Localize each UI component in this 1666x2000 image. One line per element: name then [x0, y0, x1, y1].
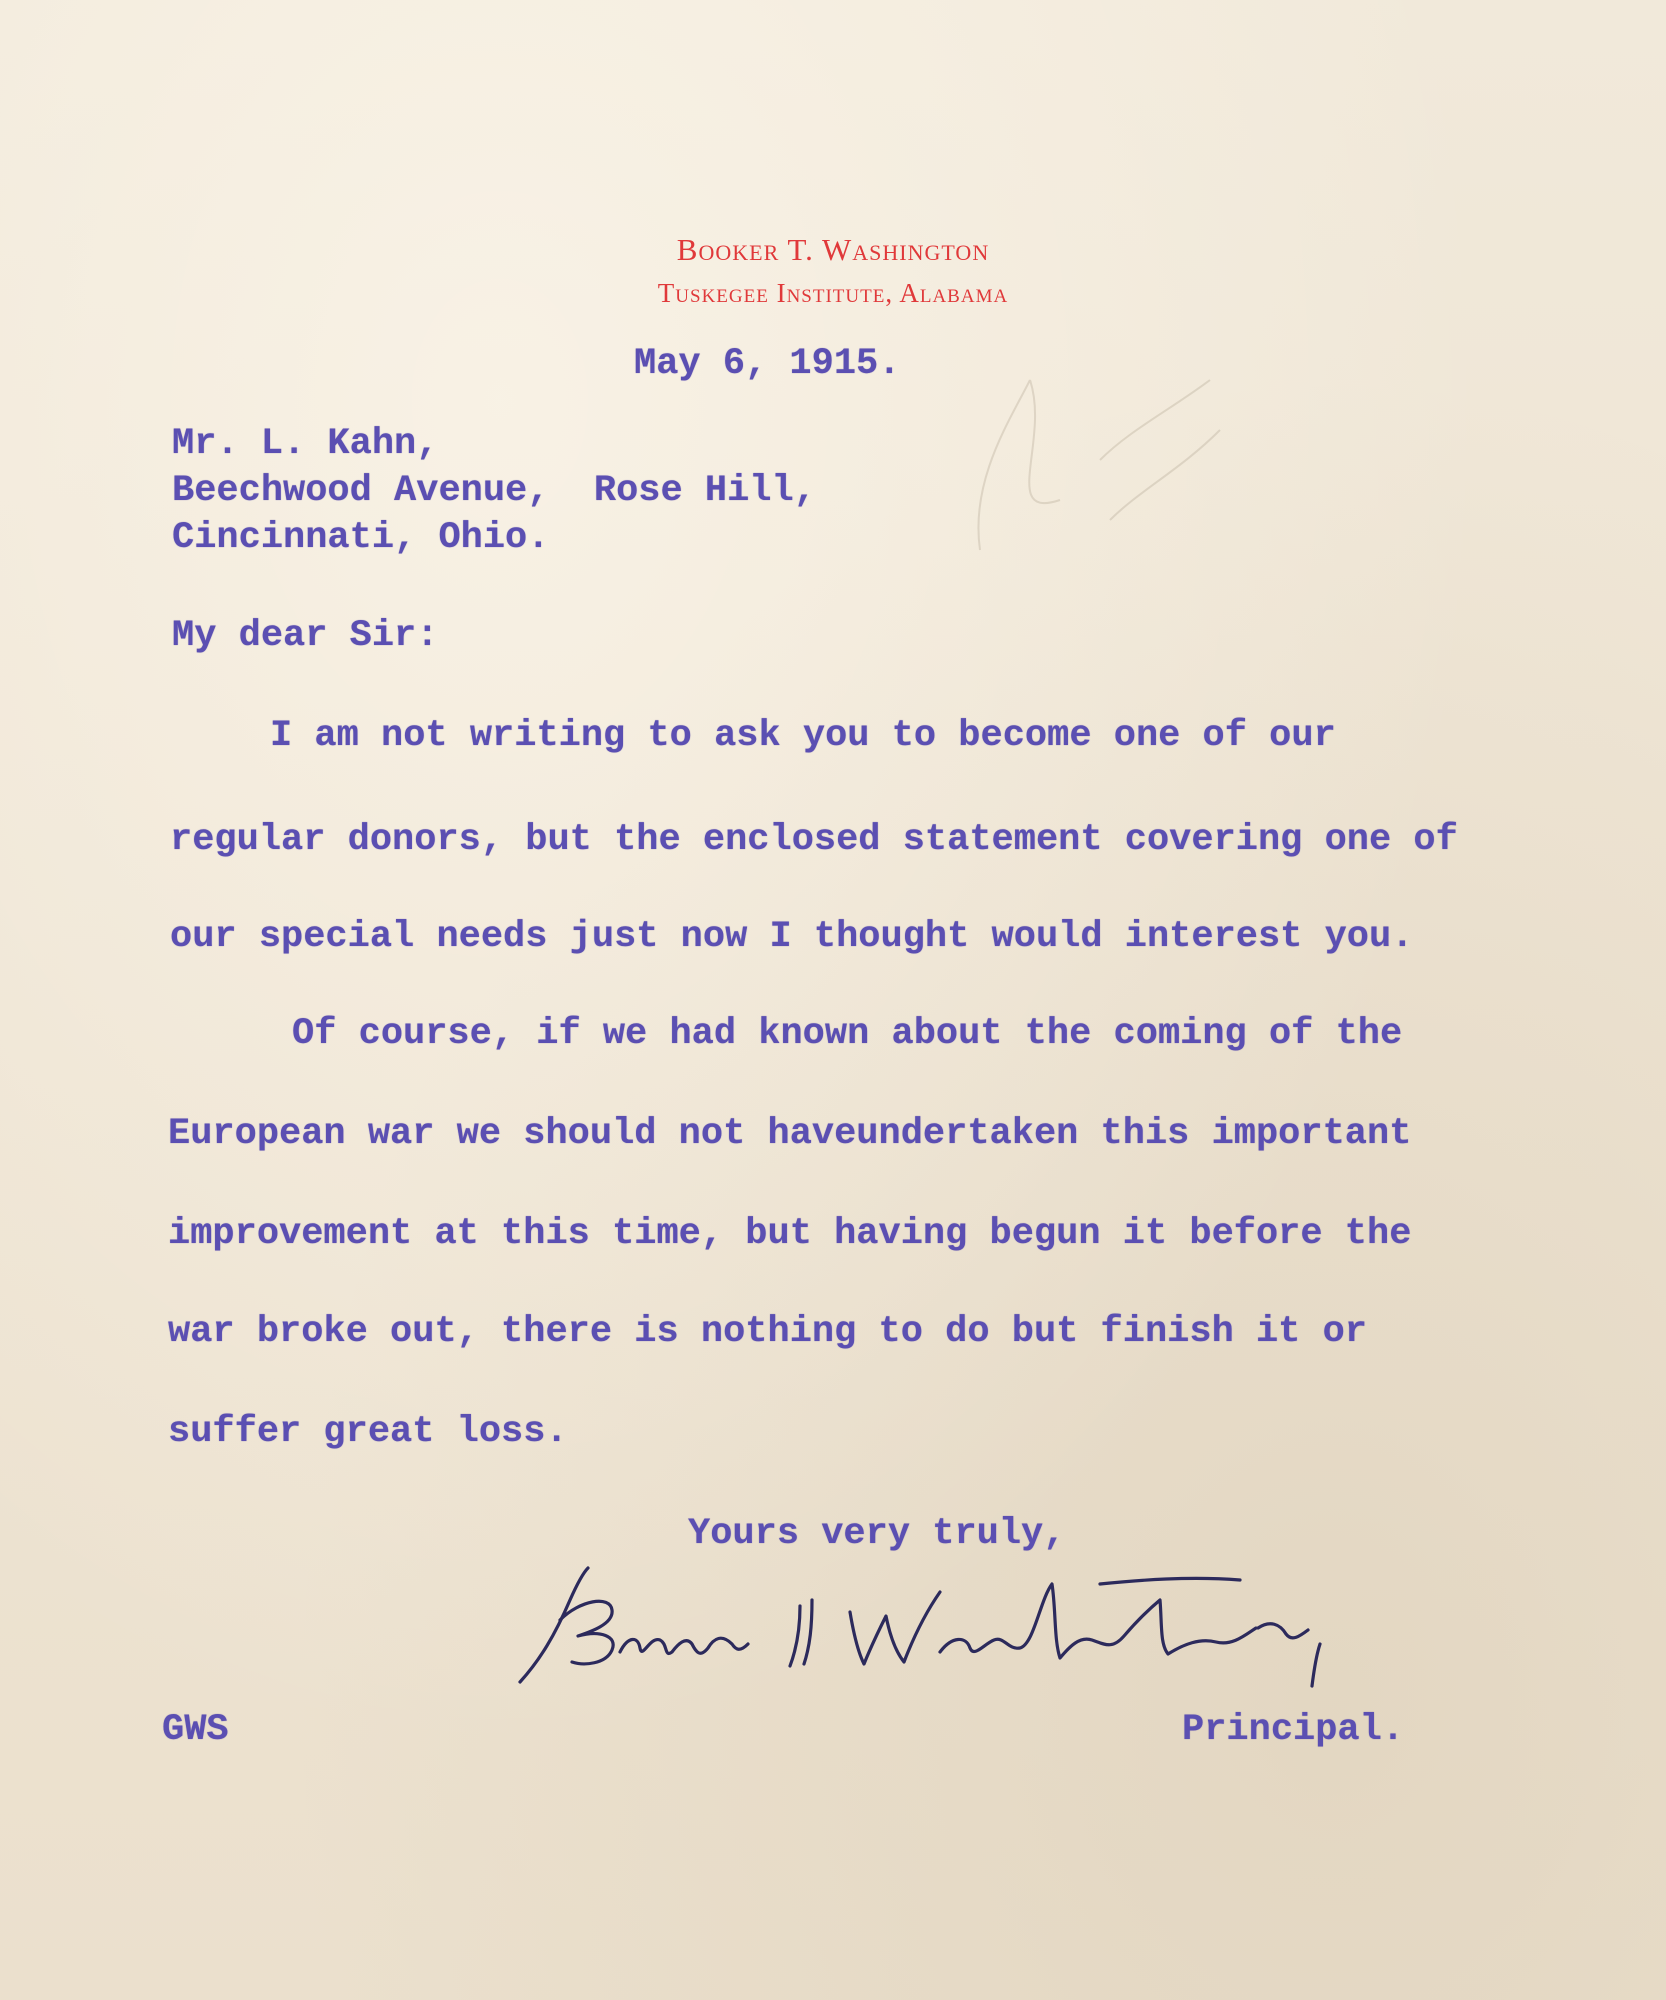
letterhead-place: Tuskegee Institute, Alabama — [657, 278, 1009, 308]
closing: Yours very truly, — [688, 1513, 1066, 1555]
salutation: My dear Sir: — [172, 615, 439, 657]
body-line: European war we should not haveundertaken this important — [168, 1113, 1412, 1155]
letter-date: May 6, 1915. — [634, 343, 901, 385]
body-line: regular donors, but the enclosed statement covering one of — [170, 819, 1458, 861]
body-line: I am not writing to ask you to become one of our — [270, 715, 1336, 757]
letterhead-name: Booker T. Washington — [676, 232, 990, 267]
recipient-line-1: Mr. L. Kahn, — [172, 423, 439, 465]
body-line: suffer great loss. — [168, 1411, 568, 1453]
recipient-line-3: Cincinnati, Ohio. — [172, 517, 550, 559]
body-line: Of course, if we had known about the coming of the — [292, 1013, 1403, 1055]
recipient-line-2: Beechwood Avenue, Rose Hill, — [172, 470, 816, 512]
faint-pencil-mark — [940, 320, 1240, 580]
body-line: war broke out, there is nothing to do but finish it or — [168, 1311, 1367, 1353]
signer-title: Principal. — [1182, 1709, 1405, 1751]
typist-initials: GWS — [162, 1709, 229, 1751]
handwritten-signature — [500, 1540, 1580, 1700]
body-line: our special needs just now I thought would interest you. — [170, 916, 1414, 958]
body-line: improvement at this time, but having begun it before the — [168, 1213, 1412, 1255]
